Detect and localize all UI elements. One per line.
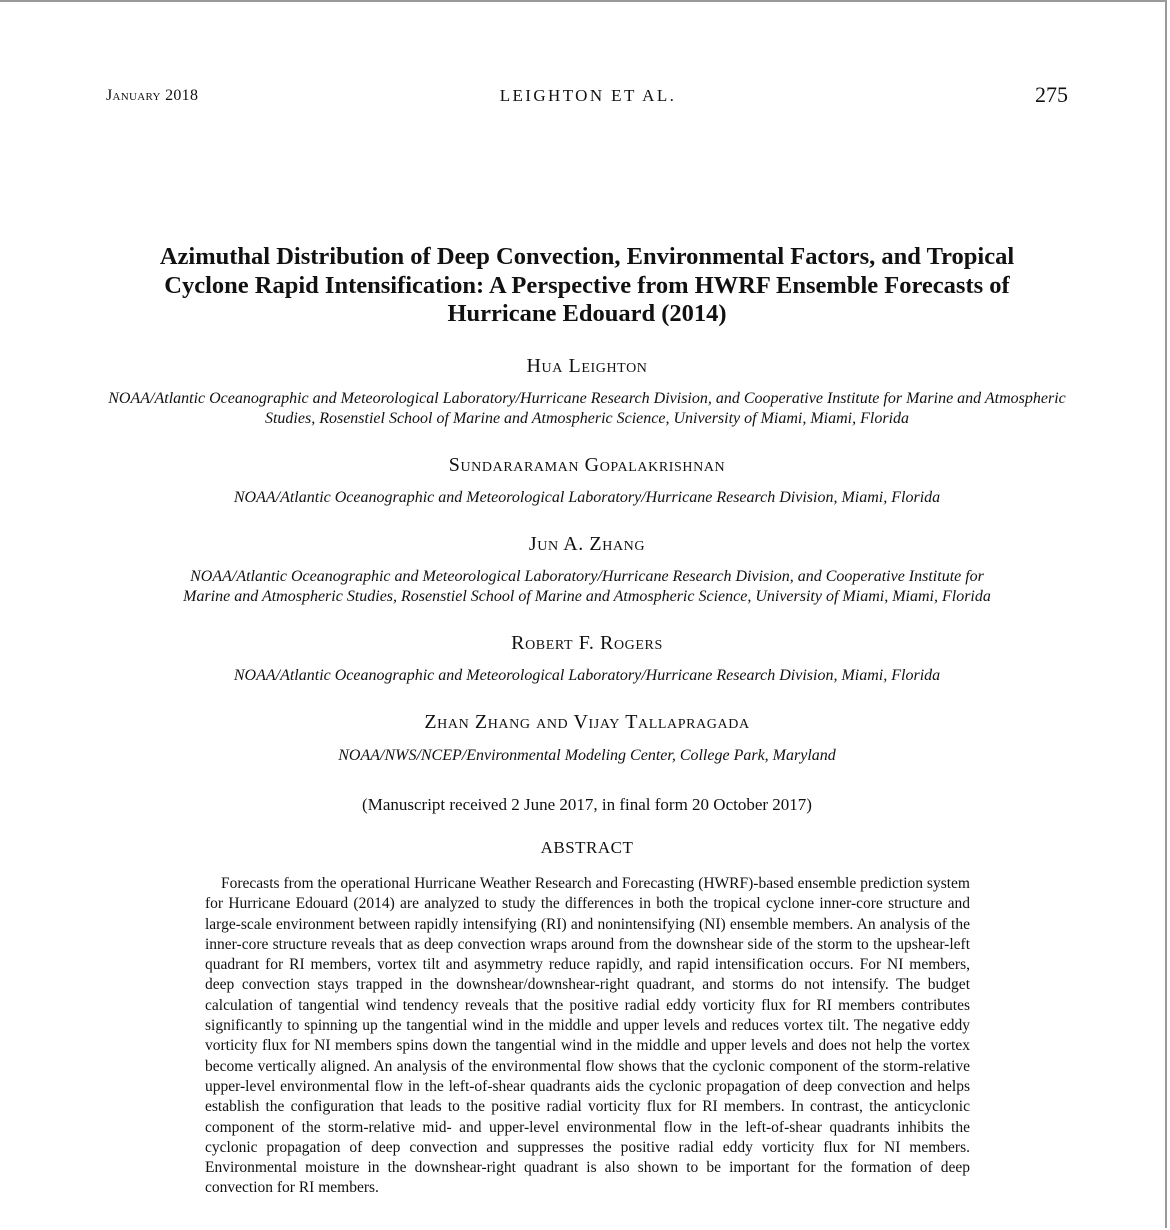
author-name: Hua Leighton (526, 355, 648, 377)
author-affiliation: NOAA/Atlantic Oceanographic and Meteorological Laboratory/Hurricane Research Division, and Cooperative Institute for Marine and Atmospheric Studies, Rosenstiel School of Marine and Atmospheric Science, University of Miami, Miami, Florida (108, 390, 1066, 427)
author-affiliation: NOAA/Atlantic Oceanographic and Meteorological Laboratory/Hurricane Research Division, Miami, Florida (233, 667, 941, 684)
author-affiliation: NOAA/Atlantic Oceanographic and Meteorological Laboratory/Hurricane Research Division, Miami, Florida (233, 489, 941, 506)
article-title: Azimuthal Distribution of Deep Convection, Environmental Factors, and Tropical Cyclone Rapid Intensification: A Perspective from HWRF Ensemble Forecasts of Hurricane Edouard (2014) (159, 243, 1015, 327)
author-name: Zhan Zhang and Vijay Tallapragada (424, 711, 750, 733)
author-affiliation: NOAA/NWS/NCEP/Environmental Modeling Center, College Park, Maryland (338, 747, 836, 764)
running-title: LEIGHTON ET AL. (499, 86, 677, 105)
page-number: 275 (1035, 82, 1068, 107)
author-name: Jun A. Zhang (528, 533, 646, 555)
running-head (0, 82, 1170, 112)
abstract-heading: ABSTRACT (540, 838, 634, 857)
abstract-text: Forecasts from the operational Hurricane Weather Research and Forecasting (HWRF)-based ensemble prediction system for Hurricane Edouard (2014) are analyzed to study the differences in both the tropical cyclone inner-core structure and large-scale environment between rapidly intensifying (RI) and nonintensifying (NI) ensemble members. An analysis of the inner-core structure reveals that as deep convection wraps around from the downshear side of the storm to the upshear-left quadrant for RI members, vortex tilt and asymmetry reduce rapidly, and rapid intensification occurs. For NI members, deep convection stays trapped in the downshear/downshear-right quadrant, and storms do not intensify. The budget calculation of tangential wind tendency reveals that the positive radial eddy vorticity flux for RI members contributes significantly to spinning up the tangential wind in the middle and upper levels and reduces vortex tilt. The negative eddy vorticity flux for NI members spins down the tangential wind in the middle and upper levels and does not help the vortex become vertically aligned. An analysis of the environmental flow shows that the cyclonic component of the storm-relative upper-level environmental flow in the left-of-shear quadrants aids the cyclonic propagation of deep convection and helps establish the configuration that leads to the positive radial vorticity flux for RI members. In contrast, the anticyclonic component of the storm-relative mid- and upper-level environmental flow in the left-of-shear quadrants inhibits the cyclonic propagation of deep convection and suppresses the positive radial eddy vorticity flux for NI members. Environmental moisture in the downshear-right quadrant is also shown to be important for the formation of deep convection for RI members. (205, 875, 970, 1197)
author-name: Robert F. Rogers (511, 632, 663, 654)
author-name: Sundararaman Gopalakrishnan (448, 454, 726, 476)
issue-date: January 2018 (106, 87, 199, 104)
author-affiliation: NOAA/Atlantic Oceanographic and Meteorological Laboratory/Hurricane Research Division, and Cooperative Institute for Marine and Atmospheric Studies, Rosenstiel School of Marine and Atmospheric Science, University of Miami, Miami, Florida (183, 568, 991, 605)
manuscript-received-note: (Manuscript received 2 June 2017, in final form 20 October 2017) (362, 795, 812, 814)
